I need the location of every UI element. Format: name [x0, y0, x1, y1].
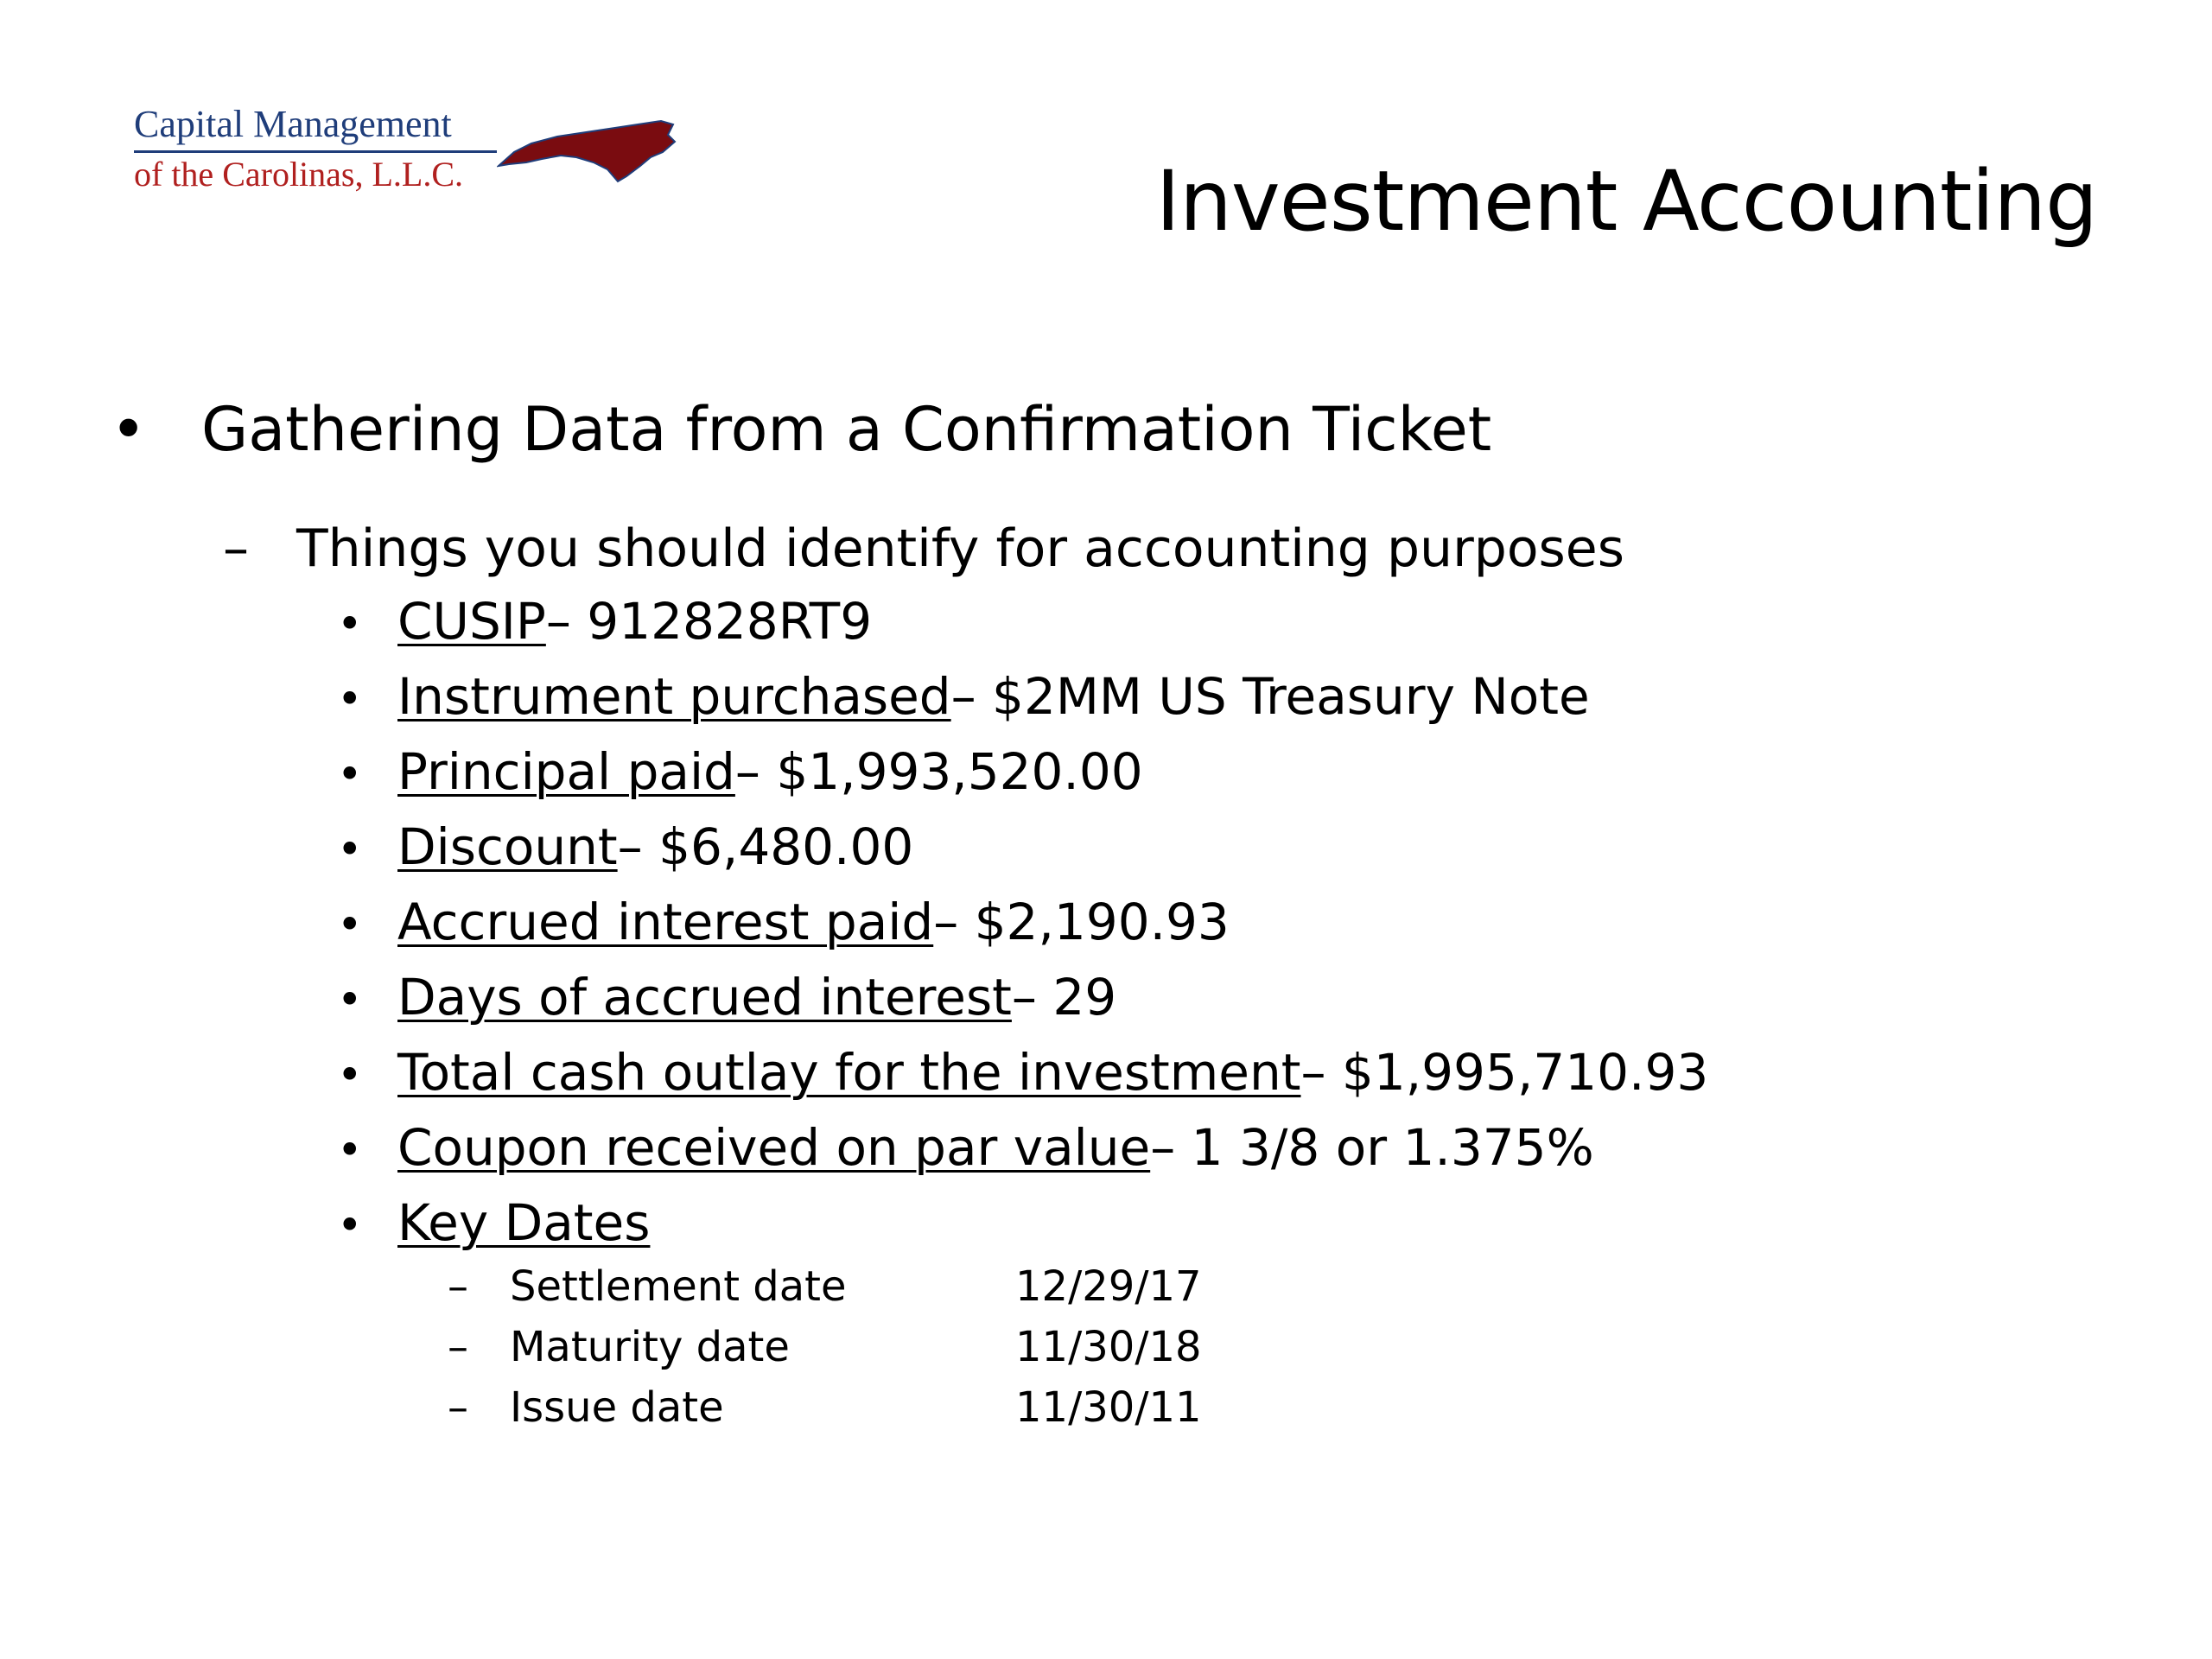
list-item	[337, 968, 1708, 1047]
bullet-glyph: •	[337, 975, 363, 1025]
item-term: Coupon received on par value	[397, 1118, 1151, 1177]
bullet-glyph: •	[337, 1200, 363, 1250]
item-value: – 912828RT9	[545, 592, 873, 651]
company-logo	[134, 105, 687, 200]
bullet-glyph: •	[337, 899, 363, 950]
item-value: – $6,480.00	[617, 817, 914, 876]
dash-glyph: –	[448, 1323, 468, 1371]
dash-glyph: –	[448, 1383, 468, 1432]
item-term: Total cash outlay for the investment	[397, 1043, 1301, 1102]
key-date-row	[448, 1383, 1202, 1447]
item-value: – $1,995,710.93	[1300, 1043, 1709, 1102]
slide-title: Investment Accounting	[1155, 153, 2097, 250]
item-term: Discount	[397, 817, 618, 876]
list-item	[337, 1043, 1709, 1122]
list-item	[337, 893, 1708, 972]
list-item	[337, 592, 1708, 671]
subheading-text: Things you should identify for accounting purposes	[296, 518, 1624, 579]
key-date-label: Issue date	[510, 1383, 724, 1432]
list-item	[337, 742, 1708, 822]
subheading-item	[223, 518, 1624, 579]
heading-bullet	[111, 394, 1492, 465]
item-value: – 29	[1011, 968, 1117, 1027]
item-value: – 1 3/8 or 1.375%	[1150, 1118, 1594, 1177]
item-term: Key Dates	[397, 1193, 651, 1252]
accounting-items-list	[337, 592, 1709, 1273]
list-item	[337, 817, 1708, 897]
list-item	[337, 1193, 1708, 1273]
key-date-label: Settlement date	[510, 1262, 847, 1311]
item-value: – $2MM US Treasury Note	[950, 667, 1590, 726]
bullet-glyph: •	[337, 1050, 363, 1100]
logo-line-2: of the Carolinas, L.L.C.	[134, 155, 464, 194]
key-dates-list	[448, 1262, 1202, 1447]
bullet-glyph: •	[337, 674, 363, 724]
list-item	[337, 667, 1708, 747]
key-date-value: 12/29/17	[1015, 1262, 1202, 1311]
bullet-glyph: •	[337, 749, 363, 799]
north-carolina-map-icon	[497, 112, 678, 183]
key-date-value: 11/30/11	[1015, 1383, 1202, 1432]
bullet-glyph: •	[111, 394, 147, 465]
list-item	[337, 1118, 1708, 1198]
key-date-value: 11/30/18	[1015, 1323, 1202, 1371]
dash-glyph: –	[448, 1262, 468, 1311]
item-term: Accrued interest paid	[397, 893, 934, 951]
key-date-row	[448, 1262, 1202, 1326]
logo-rule	[134, 150, 497, 153]
bullet-glyph: •	[337, 599, 363, 649]
item-value: – $2,190.93	[933, 893, 1230, 951]
item-term: Principal paid	[397, 742, 735, 801]
key-date-row	[448, 1323, 1202, 1387]
logo-line-1: Capital Management	[134, 103, 452, 145]
item-term: Instrument purchased	[397, 667, 951, 726]
dash-glyph: –	[223, 518, 249, 579]
bullet-glyph: •	[337, 824, 363, 874]
item-term: CUSIP	[397, 592, 546, 651]
item-value: – $1,993,520.00	[734, 742, 1143, 801]
key-date-label: Maturity date	[510, 1323, 790, 1371]
heading-text: Gathering Data from a Confirmation Ticket	[201, 394, 1492, 465]
bullet-glyph: •	[337, 1125, 363, 1175]
item-term: Days of accrued interest	[397, 968, 1012, 1027]
